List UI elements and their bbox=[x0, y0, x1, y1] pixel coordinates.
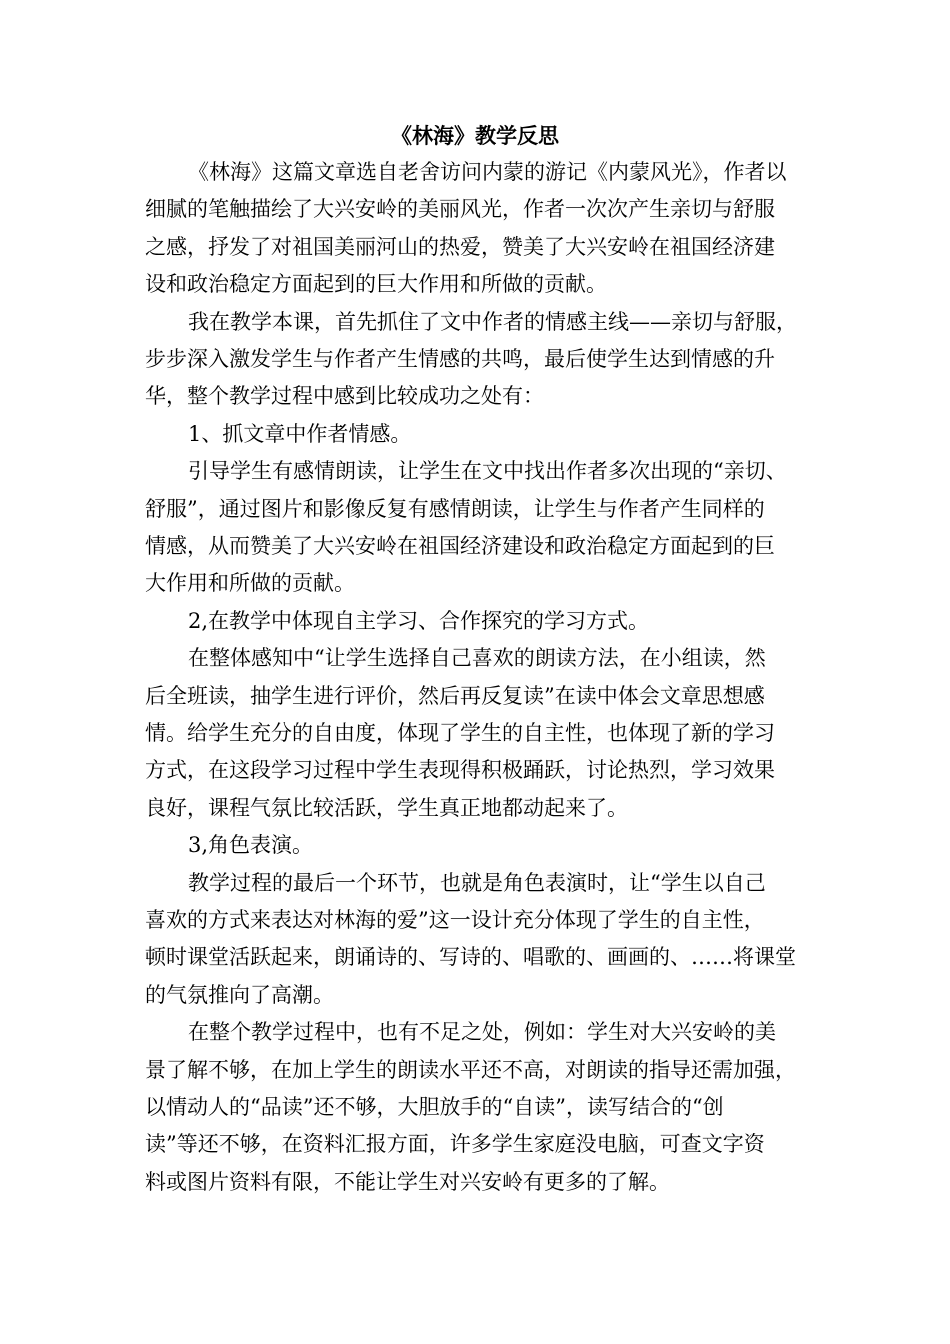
text-line: 教学过程的最后一个环节，也就是角色表演时，让“学生以自己 bbox=[188, 871, 766, 895]
text-line: 设和政治稳定方面起到的巨大作用和所做的贡献。 bbox=[145, 272, 607, 296]
text-line: 喜欢的方式来表达对林海的爱”这一设计充分体现了学生的自主性， bbox=[145, 908, 765, 932]
document-title: 《林海》教学反思 bbox=[391, 123, 559, 148]
text-line: 舒服”，通过图片和影像反复有感情朗读，让学生与作者产生同样的 bbox=[145, 497, 765, 521]
text-line: 良好，课程气氛比较活跃，学生真正地都动起来了。 bbox=[145, 796, 628, 820]
text-line: 料或图片资料有限，不能让学生对兴安岭有更多的了解。 bbox=[145, 1170, 670, 1194]
text-line: 情。给学生充分的自由度，体现了学生的自主性，也体现了新的学习 bbox=[145, 721, 775, 745]
text-line: 细腻的笔触描绘了大兴安岭的美丽风光，作者一次次产生亲切与舒服 bbox=[145, 197, 775, 221]
text-line: 情感，从而赞美了大兴安岭在祖国经济建设和政治稳定方面起到的巨 bbox=[145, 534, 775, 558]
text-line: 大作用和所做的贡献。 bbox=[145, 571, 355, 595]
text-line: 读”等还不够，在资料汇报方面，许多学生家庭没电脑，可查文字资 bbox=[145, 1132, 765, 1156]
text-line: 在整个教学过程中，也有不足之处，例如：学生对大兴安岭的美 bbox=[188, 1020, 776, 1044]
section-heading: 3,角色表演。 bbox=[188, 833, 314, 857]
section-heading: 1、抓文章中作者情感。 bbox=[188, 422, 412, 446]
text-line: 《林海》这篇文章选自老舍访问内蒙的游记《内蒙风光》，作者以 bbox=[188, 160, 787, 184]
text-line: 的气氛推向了高潮。 bbox=[145, 983, 334, 1007]
text-line: 后全班读，抽学生进行评价，然后再反复读”在读中体会文章思想感 bbox=[145, 684, 765, 708]
text-line: 我在教学本课，首先抓住了文中作者的情感主线——亲切与舒服， bbox=[188, 310, 797, 334]
text-line: 顿时课堂活跃起来，朗诵诗的、写诗的、唱歌的、画画的、……将课堂 bbox=[145, 945, 796, 969]
text-line: 步步深入激发学生与作者产生情感的共鸣，最后使学生达到情感的升 bbox=[145, 347, 775, 371]
section-heading: 2,在教学中体现自主学习、合作探究的学习方式。 bbox=[188, 609, 650, 633]
text-line: 在整体感知中“让学生选择自己喜欢的朗读方法，在小组读，然 bbox=[188, 646, 766, 670]
text-line: 引导学生有感情朗读，让学生在文中找出作者多次出现的“亲切、 bbox=[188, 459, 787, 483]
text-line: 方式，在这段学习过程中学生表现得积极踊跃，讨论热烈，学习效果 bbox=[145, 758, 775, 782]
text-line: 以情动人的“品读”还不够，大胆放手的“自读”，读写结合的“创 bbox=[145, 1095, 724, 1119]
text-line: 之感，抒发了对祖国美丽河山的热爱，赞美了大兴安岭在祖国经济建 bbox=[145, 235, 775, 259]
text-line: 景了解不够，在加上学生的朗读水平还不高，对朗读的指导还需加强， bbox=[145, 1058, 796, 1082]
text-line: 华，整个教学过程中感到比较成功之处有： bbox=[145, 384, 544, 408]
